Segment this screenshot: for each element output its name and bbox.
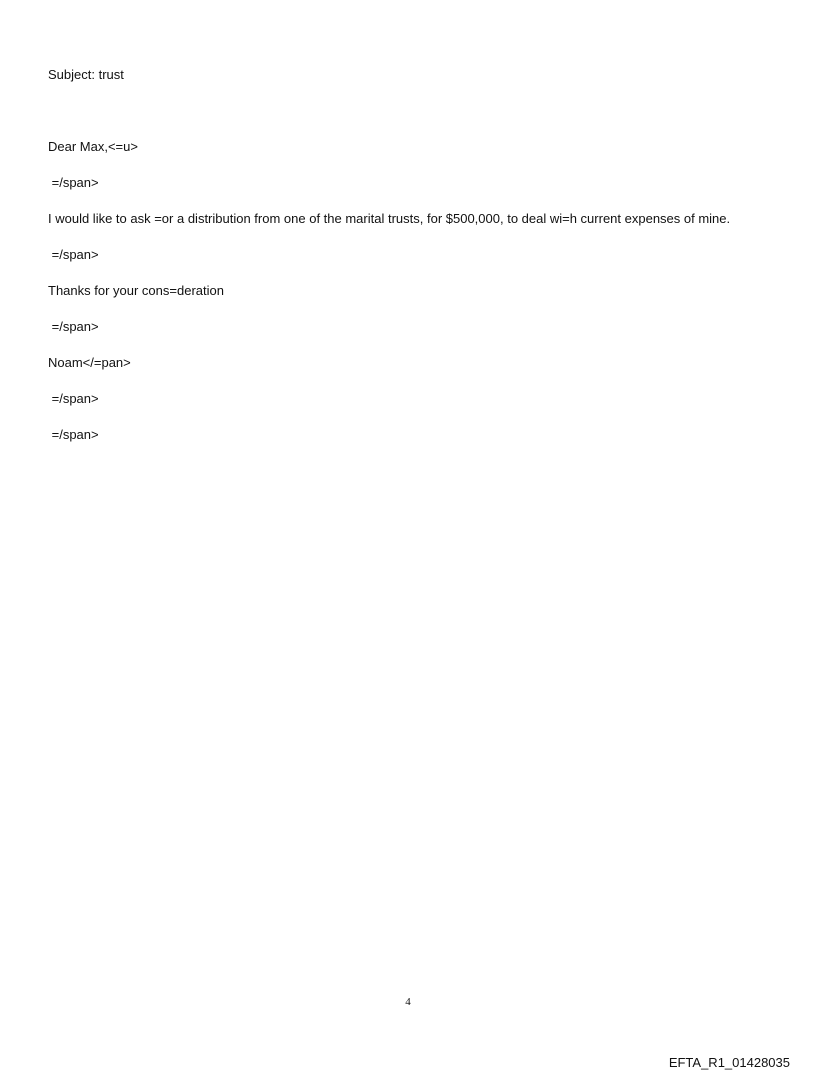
email-signature: Noam</=pan> (48, 355, 131, 370)
email-body-paragraph: I would like to ask =or a distribution from one of the marital trusts, for $500,000, to deal wi=h current expenses of mine. (48, 211, 731, 226)
email-greeting: Dear Max,<=u> (48, 139, 138, 154)
email-spacer-line: =/span> (48, 427, 99, 442)
email-spacer-line: =/span> (48, 247, 99, 262)
email-spacer-line: =/span> (48, 319, 99, 334)
email-spacer-line: =/span> (48, 175, 99, 190)
email-subject: Subject: trust (48, 67, 124, 82)
bates-number: EFTA_R1_01428035 (668, 1055, 790, 1070)
email-thanks-line: Thanks for your cons=deration (48, 283, 224, 298)
email-spacer-line: =/span> (48, 391, 99, 406)
page-number: 4 (405, 996, 411, 1008)
